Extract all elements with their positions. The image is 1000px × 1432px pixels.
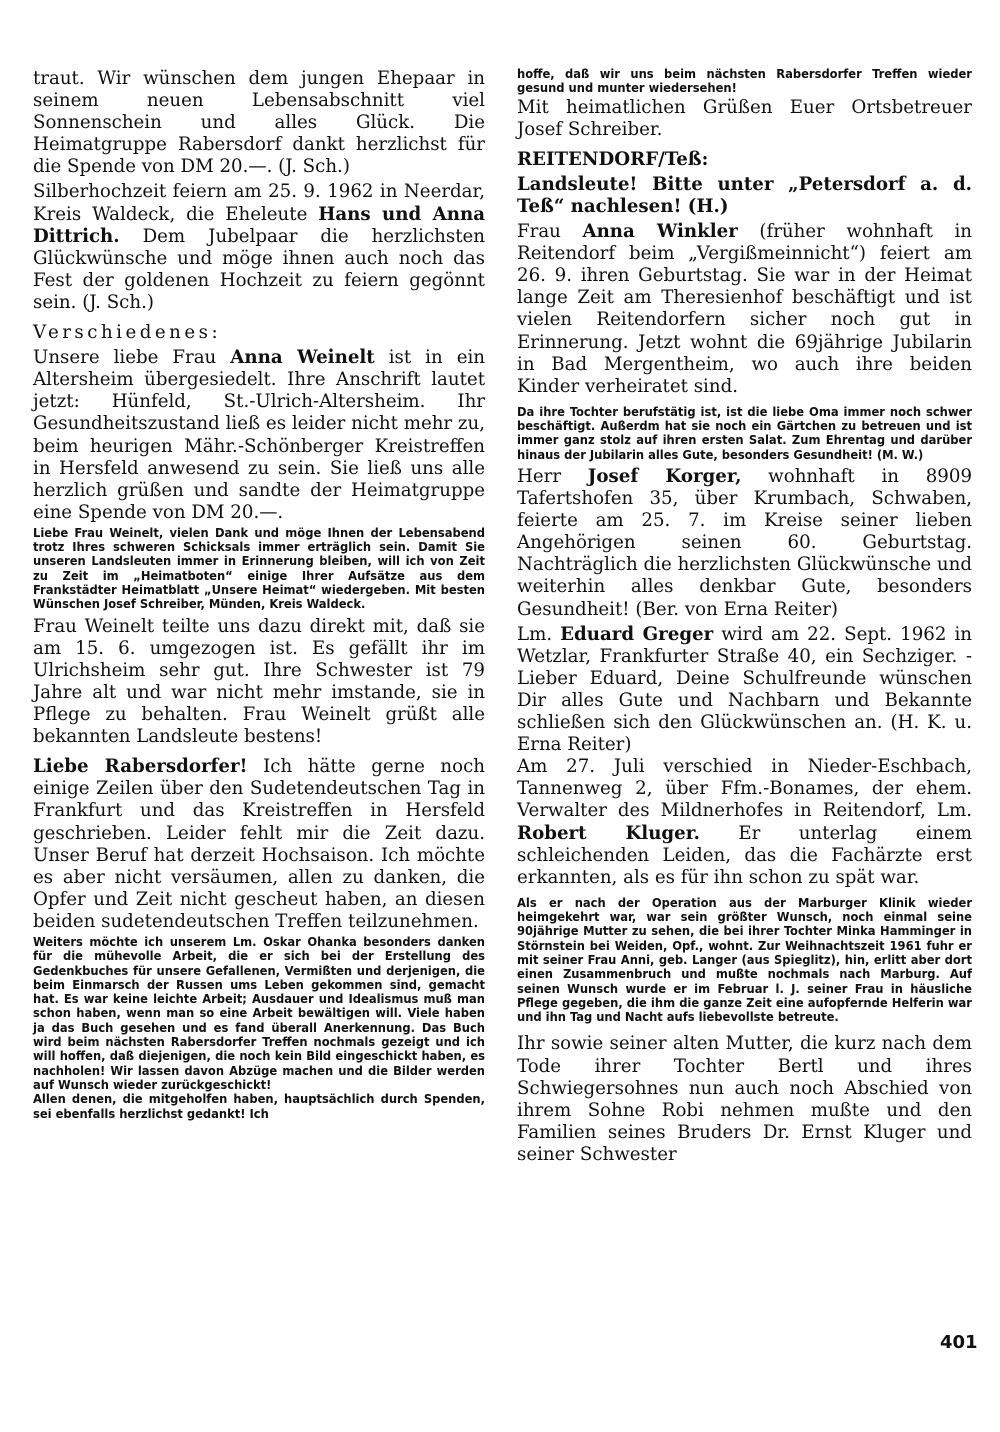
section-heading-reitendorf: REITENDORF/Teß:: [517, 148, 709, 170]
paragraph-anna-weinelt: Unsere liebe Frau Anna Weinelt ist in ein Altersheim übergesiedelt. Ihre Anschrift lautet jetzt: Hünfeld, St.-Ulrich-Altersheim. Ihr Gesundheitszustand ließ es leider nicht mehr zu, beim heurigen Mähr.-Schönberger Kreistreffen in Hersfeld anwesend zu sein. Sie ließ uns alle herzlich grüßen und sandte der Heimatgruppe eine Spende von DM 20.—.: [33, 347, 485, 523]
paragraph-robert-kluger: Am 27. Juli verschied in Nieder-Eschbach, Tannenweg 2, über Ffm.-Bonames, der ehem. Verwalter des Mildnerhofes in Reitendorf, Lm. Robert Kluger. Er unterlag einem schleichenden Leiden, das die Fachärzte erst erkannten, als es für ihn schon zu spät war.: [517, 756, 972, 888]
left-column: [33, 68, 485, 1122]
paragraph-landsleute-notice: Landsleute! Bitte unter „Petersdorf a. d. Teß“ nachlesen! (H.): [517, 173, 972, 217]
paragraph-weinelt-update: Frau Weinelt teilte uns dazu direkt mit, daß sie am 15. 6. umgezogen ist. Es gefällt ihr im Ulrichsheim sehr gut. Ihre Schwester ist 79 Jahre alt und war nicht mehr imstande, sie in Pflege zu behalten. Frau Weinelt grüßt alle bekannten Landsleute bestens!: [33, 615, 485, 748]
paragraph-letter-weinelt: Liebe Frau Weinelt, vielen Dank und möge Ihnen der Lebensabend trotz Ihres schweren Schicksals immer erträglich sein. Damit Sie unseren Landsleuten immer in Erinnerung bleiben, will ich von Zeit zu Zeit im „Heimatboten“ einige Ihrer Aufsätze aus dem Frankstädter Heimatblatt „Unsere Heimat“ wiedergeben. Mit besten Wünschen Josef Schreiber, Münden, Kreis Waldeck.: [33, 525, 485, 613]
name-eduard-greger: Eduard Greger: [560, 623, 714, 645]
name-anna-weinelt: Anna Weinelt: [230, 347, 375, 369]
section-heading-verschiedenes: Verschiedenes:: [33, 322, 222, 344]
paragraph-silberhochzeit: Silberhochzeit feiern am 25. 9. 1962 in Neerdar, Kreis Waldeck, die Eheleute Hans und Anna Dittrich. Dem Jubelpaar die herzlichsten Glückwünsche und möge ihnen auch noch das Fest der goldenen Hochzeit zu feiern gegönnt sein. (J. Sch.): [33, 181, 485, 313]
paragraph-operation-marburg: Als er nach der Operation aus der Marburger Klinik wieder heimgekehrt war, war sein größter Wunsch, noch einmal seine 90jährige Mutter zu sehen, die bei ihrer Tochter Minka Hamminger in Störnstein bei Weiden, Opf., wohnt. Zur Weihnachtszeit 1961 fuhr er mit seiner Frau Anni, geb. Langer (aus Spieglitz), hin, erlitt aber dort einen Zusammenbruch und mußte nochmals nach Marburg. Auf seinen Wunsch wurde er im Februar l. J. seiner Frau in häusliche Pflege gegeben, die ihm die ganze Zeit eine aufopfernde Helferin war und ihn Tag und Nacht aufs liebevollste betreute.: [517, 895, 972, 1026]
paragraph-josef-korger: Herr Josef Korger, wohnhaft in 8909 Tafertshofen 35, über Krumbach, Schwaben, feierte am 25. 7. im Kreise seiner lieben Angehörigen seinen 60. Geburtstag. Nachträglich die herzlichsten Glückwünsche und weiterhin alles denkbar Gute, besonders Gesundheit! (Ber. von Erna Reiter): [517, 466, 973, 620]
name-robert-kluger: Robert Kluger.: [517, 822, 700, 844]
name-josef-korger: Josef Korger,: [587, 466, 742, 487]
paragraph-condolences: Ihr sowie seiner alten Mutter, die kurz nach dem Tode ihrer Tochter Bertl und ihres Schwiegersohnes nun auch noch Abschied von ihrem Sohne Robi nehmen mußte und den Familien seines Bruders Dr. Ernst Kluger und seiner Schwester: [517, 1033, 972, 1165]
name-anna-winkler: Anna Winkler: [582, 221, 738, 243]
right-column: [517, 68, 972, 1166]
name-hans-anna-dittrich: Hans und Anna Dittrich.: [33, 203, 485, 247]
paragraph-greetings-signature: Mit heimatlichen Grüßen Euer Ortsbetreuer Josef Schreiber.: [517, 96, 972, 140]
paragraph-oma-note: Da ihre Tochter berufstätig ist, ist die liebe Oma immer noch schwer beschäftigt. Außerdm hat sie noch ein Gärtchen zu betreuen und ist immer ganz stolz auf ihren ersten Salat. Zum Ehrentag und darüber hinaus der Jubilarin alles Gute, besonders Gesundheit! (M. W.): [517, 404, 972, 463]
salutation-liebe-rabersdorfer: Liebe Rabersdorfer!: [33, 756, 248, 778]
paragraph-liebe-rabersdorfer: Liebe Rabersdorfer! Ich hätte gerne noch einige Zeilen über den Sudetendeutschen Tag in Frankfurt und das Kreistreffen in Hersfeld geschrieben. Leider fehlt mir die Zeit dazu. Unser Beruf hat derzeit Hochsaison. Ich möchte es aber nicht versäumen, allen zu danken, die Opfer und Zeit nicht gescheut haben, an diesen beiden sudetendeutschen Treffen teilzunehmen.: [33, 756, 485, 932]
paragraph-eduard-greger: Lm. Eduard Greger wird am 22. Sept. 1962 in Wetzlar, Frankfurter Straße 40, ein Sechziger. - Lieber Eduard, Deine Schulfreunde wünschen Dir alles Gute und Nachbarn und Bekannte schließen sich den Glückwünschen an. (H. K. u. Erna Reiter): [517, 623, 972, 756]
paragraph-gedenkbuch: Weiters möchte ich unserem Lm. Oskar Ohanka besonders danken für die mühevolle Arbeit, die er sich bei der Erstellung des Gedenkbuches für unsere Gefallenen, Vermißten und derjenigen, die beim Einmarsch der Russen ums Leben gekommen sind, gemacht hat. Es war keine leichte Arbeit; Ausdauer und Idealismus muß man schon haben, wenn man so eine Arbeit bewältigen will. Viele haben ja das Buch gesehen und es fand überall Anerkennung. Das Buch wird beim nächsten Rabersdorfer Treffen nochmals gezeigt und ich will hoffen, daß diejenigen, die noch kein Bild eingeschickt haben, es nachholen! Wir lassen davon Abzüge machen und die Bilder werden auf Wunsch wieder zurückgeschickt!: [33, 934, 485, 1093]
page-number: 401: [940, 1332, 978, 1353]
paragraph-allen-denen: Allen denen, die mitgeholfen haben, hauptsächlich durch Spenden, sei ebenfalls herzlichst gedankt! Ich: [33, 1092, 485, 1122]
paragraph-anna-winkler: Frau Anna Winkler (früher wohnhaft in Reitendorf beim „Vergißmeinnicht“) feiert am 26. 9. ihren Geburtstag. Sie war in der Heimat lange Zeit am Theresienhof beschäftigt und ist vielen Reitendorfern sicher noch gut in Erinnerung. Jetzt wohnt die 69jährige Jubilarin in Bad Mergentheim, wo auch ihre beiden Kinder verheiratet sind.: [517, 221, 973, 397]
paragraph-thanks-ehepaar: traut. Wir wünschen dem jungen Ehepaar in seinem neuen Lebensabschnitt viel Sonnenschein und alles Glück. Die Heimatgruppe Rabersdorf dankt herzlichst für die Spende von DM 20.—. (J. Sch.): [33, 68, 485, 178]
paragraph-hoffe-wiedersehen: hoffe, daß wir uns beim nächsten Rabersdorfer Treffen wieder gesund und munter wiedersehen!: [517, 67, 972, 97]
